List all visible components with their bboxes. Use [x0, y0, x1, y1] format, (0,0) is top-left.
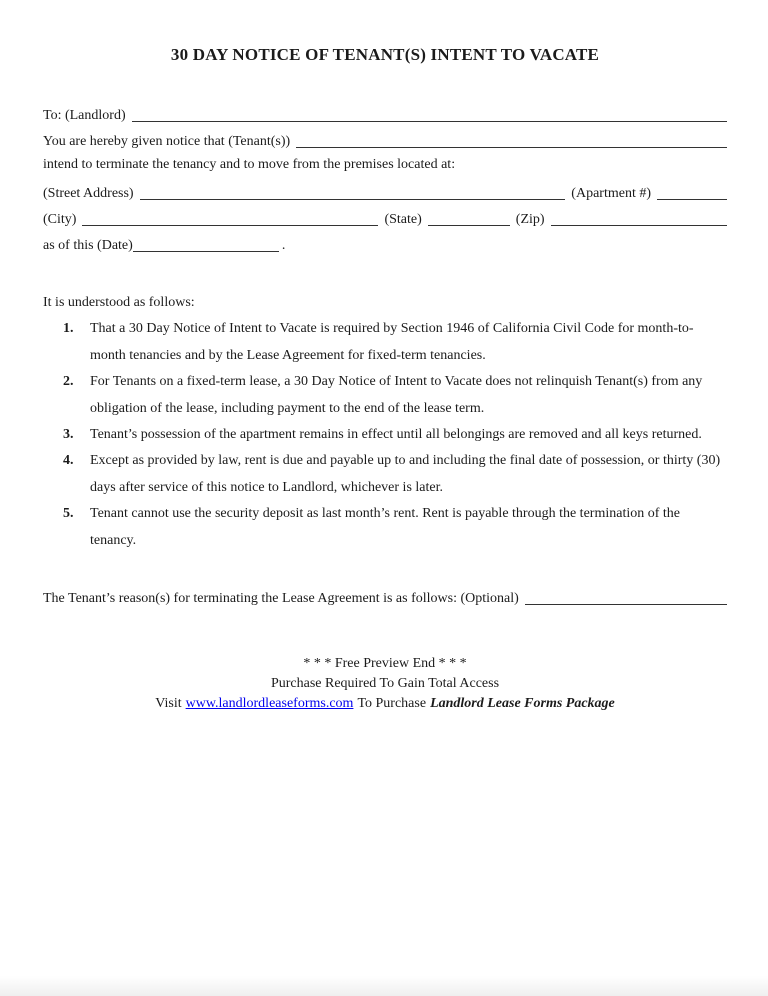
landlord-label: To: (Landlord) — [43, 108, 126, 123]
form-section — [43, 101, 727, 257]
term-item-2 — [43, 369, 727, 422]
city-blank — [82, 212, 378, 226]
term-text: That a 30 Day Notice of Intent to Vacate is required by Section 1946 of California Civil Code for month-to-month tenancies and by the Lease Agreement for fixed-term tenancies. — [90, 321, 694, 363]
intend-line: intend to terminate the tenancy and to move from the premises located at: — [43, 157, 456, 172]
free-preview-end-line: * * * Free Preview End * * * — [303, 656, 467, 672]
purchase-required-line: Purchase Required To Gain Total Access — [270, 676, 500, 692]
term-text: Tenant cannot use the security deposit as last month’s rent. Rent is payable through the termination of the tenancy. — [90, 506, 680, 548]
website-link[interactable]: www.landlordleaseforms.com — [185, 696, 354, 712]
street-address-blank — [140, 186, 566, 200]
terms-section — [43, 290, 727, 554]
visit-line — [43, 694, 727, 714]
page-bottom-edge — [0, 976, 768, 996]
term-number: 2. — [63, 374, 74, 390]
terms-intro: It is understood as follows: — [43, 295, 195, 310]
visit-prefix: Visit — [155, 696, 182, 712]
reason-blank — [525, 591, 727, 605]
date-period: . — [281, 238, 286, 253]
term-number: 4. — [63, 453, 74, 469]
term-number: 1. — [63, 321, 74, 337]
visit-middle: To Purchase — [357, 696, 427, 712]
zip-label: (Zip) — [515, 212, 545, 227]
reason-label: The Tenant’s reason(s) for terminating the Lease Agreement is as follows: (Optional) — [43, 591, 519, 607]
state-label: (State) — [384, 212, 422, 227]
term-item-5 — [43, 501, 727, 554]
preview-footer — [43, 654, 727, 714]
tenant-line — [43, 127, 727, 153]
state-blank — [428, 212, 510, 226]
term-item-4 — [43, 448, 727, 501]
zip-blank — [551, 212, 727, 226]
term-number: 5. — [63, 506, 74, 522]
document-content — [43, 0, 727, 714]
term-number: 3. — [63, 427, 74, 443]
tenant-blank — [296, 134, 727, 148]
landlord-line — [43, 101, 727, 127]
street-address-label: (Street Address) — [43, 186, 134, 201]
tenant-label: You are hereby given notice that (Tenant(s)) — [43, 134, 291, 149]
term-item-3 — [43, 422, 727, 448]
date-line — [43, 231, 727, 257]
city-state-zip-line — [43, 205, 727, 231]
term-item-1 — [43, 316, 727, 369]
term-text: For Tenants on a fixed-term lease, a 30 Day Notice of Intent to Vacate does not relinquish Tenant(s) from any obligation of the lease, including payment to the end of the lease term. — [90, 374, 703, 416]
reason-line — [43, 584, 727, 610]
term-text: Except as provided by law, rent is due and payable up to and including the final date of possession, or thirty (30) days after service of this notice to Landlord, whichever is later. — [90, 453, 721, 495]
apartment-label: (Apartment #) — [571, 186, 651, 201]
date-label: as of this (Date) — [43, 238, 133, 253]
page-title: 30 DAY NOTICE OF TENANT(S) INTENT TO VACATE — [170, 45, 600, 64]
landlord-blank — [132, 108, 727, 122]
package-name: Landlord Lease Forms Package — [430, 696, 615, 712]
date-blank — [133, 238, 279, 252]
apartment-blank — [657, 186, 727, 200]
street-address-line — [43, 179, 727, 205]
city-label: (City) — [43, 212, 77, 227]
term-text: Tenant’s possession of the apartment remains in effect until all belongings are removed and all keys returned. — [90, 427, 702, 443]
